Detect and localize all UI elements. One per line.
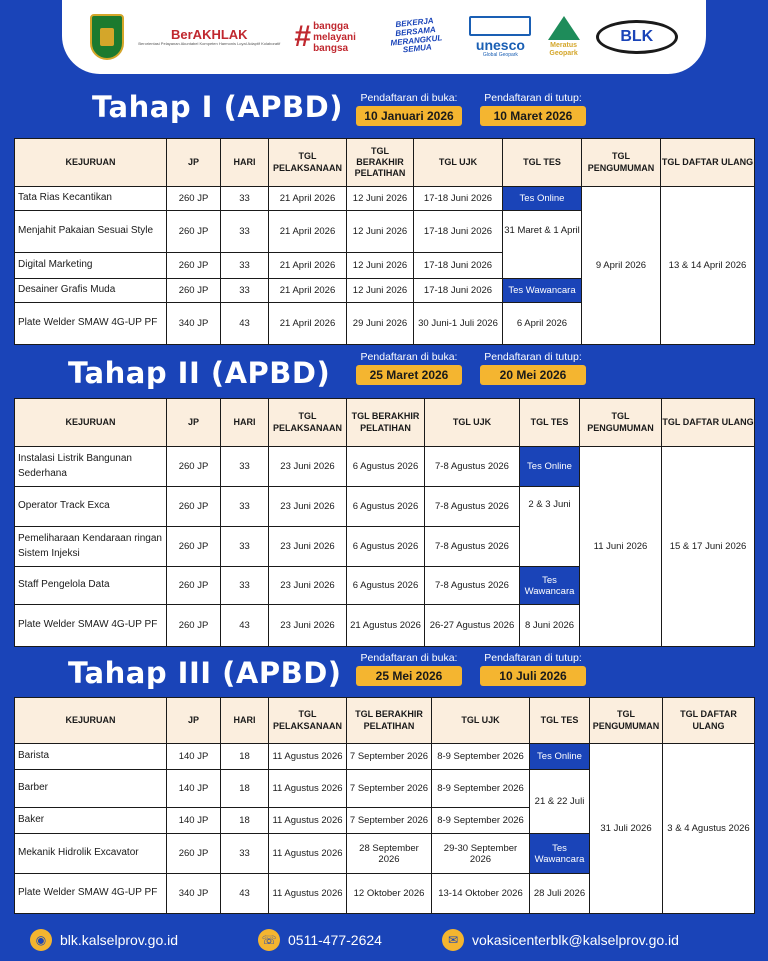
cell-jp: 260 JP <box>167 253 221 279</box>
cell-pelaksanaan: 21 April 2026 <box>269 187 347 211</box>
cell-kejuruan: Plate Welder SMAW 4G-UP PF <box>15 605 167 647</box>
cell-tes: Tes Wawancara <box>503 279 582 303</box>
website-link[interactable] <box>30 929 178 951</box>
cell-hari: 43 <box>221 605 269 647</box>
col-hari: HARI <box>221 698 269 744</box>
col-pelaksanaan: TGL PELAKSANAAN <box>269 139 347 187</box>
cell-hari: 43 <box>221 303 269 345</box>
cell-kejuruan: Instalasi Listrik Bangunan Sederhana <box>15 447 167 487</box>
col-tes: TGL TES <box>530 698 590 744</box>
col-tes: TGL TES <box>503 139 582 187</box>
cell-jp: 260 JP <box>167 834 221 874</box>
cell-jp: 260 JP <box>167 211 221 253</box>
stage-title: Tahap II (APBD) <box>68 356 331 390</box>
registration-open: Pendaftaran di buka: 10 Januari 2026 <box>356 92 462 126</box>
cell-tes: 8 Juni 2026 <box>520 605 580 647</box>
cell-kejuruan: Digital Marketing <box>15 253 167 279</box>
meratus-geopark-logo: Meratus Geopark <box>546 16 582 57</box>
schedule-table <box>14 398 755 647</box>
cell-berakhir: 12 Juni 2026 <box>347 187 414 211</box>
cell-hari: 33 <box>221 187 269 211</box>
cell-berakhir: 7 September 2026 <box>347 808 432 834</box>
cell-jp: 260 JP <box>167 279 221 303</box>
registration-close: Pendaftaran di tutup: 20 Mei 2026 <box>480 351 586 385</box>
cell-berakhir: 6 Agustus 2026 <box>347 567 425 605</box>
cell-kejuruan: Menjahit Pakaian Sesuai Style <box>15 211 167 253</box>
cell-hari: 33 <box>221 567 269 605</box>
cell-berakhir: 12 Juni 2026 <box>347 211 414 253</box>
cell-pelaksanaan: 21 April 2026 <box>269 211 347 253</box>
cell-jp: 340 JP <box>167 303 221 345</box>
cell-daftar-ulang: 15 & 17 Juni 2026 <box>662 447 755 647</box>
cell-daftar-ulang: 13 & 14 April 2026 <box>661 187 755 345</box>
col-berakhir: TGL BERAKHIR PELATIHAN <box>347 399 425 447</box>
cell-tes: Tes Online <box>530 744 590 770</box>
cell-ujk: 17-18 Juni 2026 <box>414 253 503 279</box>
cell-ujk: 17-18 Juni 2026 <box>414 279 503 303</box>
cell-berakhir: 7 September 2026 <box>347 744 432 770</box>
cell-berakhir: 12 Oktober 2026 <box>347 874 432 914</box>
cell-jp: 260 JP <box>167 447 221 487</box>
cell-kejuruan: Desainer Grafis Muda <box>15 279 167 303</box>
col-ujk: TGL UJK <box>432 698 530 744</box>
cell-berakhir: 29 Juni 2026 <box>347 303 414 345</box>
cell-ujk: 26-27 Agustus 2026 <box>425 605 520 647</box>
cell-hari: 33 <box>221 834 269 874</box>
cell-hari: 33 <box>221 253 269 279</box>
globe-icon: ◉ <box>30 929 52 951</box>
cell-berakhir: 6 Agustus 2026 <box>347 447 425 487</box>
cell-hari: 33 <box>221 447 269 487</box>
col-kejuruan: KEJURUAN <box>15 399 167 447</box>
cell-hari: 43 <box>221 874 269 914</box>
cell-hari: 18 <box>221 770 269 808</box>
cell-kejuruan: Tata Rias Kecantikan <box>15 187 167 211</box>
col-pengumuman: TGL PENGUMUMAN <box>580 399 662 447</box>
cell-jp: 260 JP <box>167 187 221 211</box>
cell-hari: 33 <box>221 527 269 567</box>
cell-ujk: 17-18 Juni 2026 <box>414 187 503 211</box>
cell-pelaksanaan: 11 Agustus 2026 <box>269 770 347 808</box>
cell-tes: 2 & 3 Juni <box>520 487 580 567</box>
col-berakhir: TGL BERAKHIR PELATIHAN <box>347 139 414 187</box>
col-jp: JP <box>167 698 221 744</box>
cell-jp: 140 JP <box>167 770 221 808</box>
table-row <box>15 187 755 211</box>
stage-title: Tahap I (APBD) <box>92 90 343 124</box>
cell-ujk: 7-8 Agustus 2026 <box>425 567 520 605</box>
col-jp: JP <box>167 139 221 187</box>
col-daftar-ulang: TGL DAFTAR ULANG <box>661 139 755 187</box>
cell-pelaksanaan: 23 Juni 2026 <box>269 567 347 605</box>
email-text: vokasicenterblk@kalselprov.go.id <box>472 932 679 948</box>
cell-ujk: 7-8 Agustus 2026 <box>425 487 520 527</box>
cell-ujk: 13-14 Oktober 2026 <box>432 874 530 914</box>
cell-tes: 21 & 22 Juli <box>530 770 590 834</box>
cell-ujk: 8-9 September 2026 <box>432 808 530 834</box>
cell-tes: Tes Online <box>503 187 582 211</box>
footer <box>0 926 768 954</box>
registration-open: Pendaftaran di buka: 25 Mei 2026 <box>356 652 462 686</box>
cell-daftar-ulang: 3 & 4 Agustus 2026 <box>663 744 755 914</box>
cell-ujk: 30 Juni-1 Juli 2026 <box>414 303 503 345</box>
website-text: blk.kalselprov.go.id <box>60 932 179 948</box>
cell-ujk: 7-8 Agustus 2026 <box>425 527 520 567</box>
table-row <box>15 447 755 487</box>
cell-berakhir: 28 September 2026 <box>347 834 432 874</box>
cell-pelaksanaan: 21 April 2026 <box>269 279 347 303</box>
cell-berakhir: 6 Agustus 2026 <box>347 527 425 567</box>
cell-ujk: 8-9 September 2026 <box>432 744 530 770</box>
cell-pelaksanaan: 23 Juni 2026 <box>269 447 347 487</box>
cell-berakhir: 12 Juni 2026 <box>347 253 414 279</box>
cell-hari: 33 <box>221 487 269 527</box>
cell-tes: Tes Wawancara <box>520 567 580 605</box>
schedule-table <box>14 697 755 914</box>
cell-pelaksanaan: 11 Agustus 2026 <box>269 874 347 914</box>
col-tes: TGL TES <box>520 399 580 447</box>
cell-berakhir: 12 Juni 2026 <box>347 279 414 303</box>
cell-tes: 6 April 2026 <box>503 303 582 345</box>
registration-open: Pendaftaran di buka: 25 Maret 2026 <box>356 351 462 385</box>
cell-hari: 18 <box>221 808 269 834</box>
cell-tes: Tes Online <box>520 447 580 487</box>
cell-ujk: 8-9 September 2026 <box>432 770 530 808</box>
cell-pengumuman: 31 Juli 2026 <box>590 744 663 914</box>
cell-hari: 33 <box>221 279 269 303</box>
cell-pelaksanaan: 21 April 2026 <box>269 303 347 345</box>
unesco-logo: unesco Global Geopark <box>469 16 531 59</box>
cell-kejuruan: Baker <box>15 808 167 834</box>
col-pelaksanaan: TGL PELAKSANAAN <box>269 698 347 744</box>
cell-jp: 260 JP <box>167 487 221 527</box>
cell-kejuruan: Pemeliharaan Kendaraan ringan Sistem Injeksi <box>15 527 167 567</box>
col-daftar-ulang: TGL DAFTAR ULANG <box>662 399 755 447</box>
phone-icon: ☏ <box>258 929 280 951</box>
col-hari: HARI <box>221 399 269 447</box>
cell-pelaksanaan: 11 Agustus 2026 <box>269 808 347 834</box>
cell-ujk: 7-8 Agustus 2026 <box>425 447 520 487</box>
cell-berakhir: 21 Agustus 2026 <box>347 605 425 647</box>
cell-jp: 260 JP <box>167 567 221 605</box>
email-icon: ✉ <box>442 929 464 951</box>
logo-bar <box>62 0 706 74</box>
col-hari: HARI <box>221 139 269 187</box>
cell-hari: 18 <box>221 744 269 770</box>
cell-hari: 33 <box>221 211 269 253</box>
schedule-table <box>14 138 755 345</box>
blk-logo: BLK <box>596 20 678 54</box>
cell-pelaksanaan: 21 April 2026 <box>269 253 347 279</box>
col-kejuruan: KEJURUAN <box>15 139 167 187</box>
cell-kejuruan: Mekanik Hidrolik Excavator <box>15 834 167 874</box>
col-berakhir: TGL BERAKHIR PELATIHAN <box>347 698 432 744</box>
cell-pelaksanaan: 23 Juni 2026 <box>269 487 347 527</box>
col-ujk: TGL UJK <box>414 139 503 187</box>
cell-pengumuman: 11 Juni 2026 <box>580 447 662 647</box>
cell-kejuruan: Plate Welder SMAW 4G-UP PF <box>15 874 167 914</box>
cell-jp: 140 JP <box>167 808 221 834</box>
cell-jp: 260 JP <box>167 605 221 647</box>
col-ujk: TGL UJK <box>425 399 520 447</box>
cell-pengumuman: 9 April 2026 <box>582 187 661 345</box>
cell-tes: 31 Maret & 1 April <box>503 211 582 279</box>
col-daftar-ulang: TGL DAFTAR ULANG <box>663 698 755 744</box>
email-link[interactable] <box>442 929 679 951</box>
bangga-melayani-bangsa-logo: # bangga melayani bangsa <box>294 20 356 54</box>
cell-kejuruan: Staff Pengelola Data <box>15 567 167 605</box>
cell-berakhir: 7 September 2026 <box>347 770 432 808</box>
cell-ujk: 29-30 September 2026 <box>432 834 530 874</box>
registration-close: Pendaftaran di tutup: 10 Juli 2026 <box>480 652 586 686</box>
col-kejuruan: KEJURUAN <box>15 698 167 744</box>
cell-jp: 260 JP <box>167 527 221 567</box>
cell-kejuruan: Plate Welder SMAW 4G-UP PF <box>15 303 167 345</box>
cell-pelaksanaan: 23 Juni 2026 <box>269 527 347 567</box>
cell-ujk: 17-18 Juni 2026 <box>414 211 503 253</box>
cell-kejuruan: Barber <box>15 770 167 808</box>
cell-pelaksanaan: 11 Agustus 2026 <box>269 834 347 874</box>
berakhlak-logo: BerAKHLAK Berorientasi Pelayanan Akuntabel Kompeten Harmonis Loyal Adaptif Kolaboratif <box>138 26 281 46</box>
col-pelaksanaan: TGL PELAKSANAAN <box>269 399 347 447</box>
kalsel-emblem-logo <box>90 14 124 60</box>
table-row <box>15 744 755 770</box>
cell-tes: 28 Juli 2026 <box>530 874 590 914</box>
cell-pelaksanaan: 23 Juni 2026 <box>269 605 347 647</box>
bekerja-bersama-logo: BEKERJA BERSAMA MERANGKUL SEMUA <box>390 16 443 56</box>
col-pengumuman: TGL PENGUMUMAN <box>582 139 661 187</box>
cell-kejuruan: Barista <box>15 744 167 770</box>
cell-kejuruan: Operator Track Exca <box>15 487 167 527</box>
phone-link[interactable] <box>258 929 382 951</box>
cell-jp: 340 JP <box>167 874 221 914</box>
stage-title: Tahap III (APBD) <box>68 656 342 690</box>
cell-jp: 140 JP <box>167 744 221 770</box>
col-pengumuman: TGL PENGUMUMAN <box>590 698 663 744</box>
phone-text: 0511-477-2624 <box>288 932 382 948</box>
cell-tes: Tes Wawancara <box>530 834 590 874</box>
cell-berakhir: 6 Agustus 2026 <box>347 487 425 527</box>
col-jp: JP <box>167 399 221 447</box>
cell-pelaksanaan: 11 Agustus 2026 <box>269 744 347 770</box>
registration-close: Pendaftaran di tutup: 10 Maret 2026 <box>480 92 586 126</box>
